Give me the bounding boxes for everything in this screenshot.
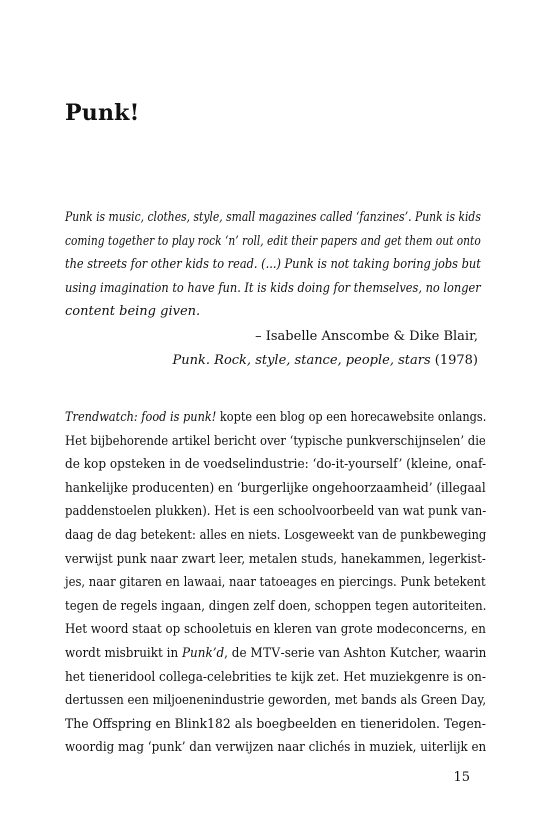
body-line: Trendwatch: food is punk! kopte een blog op een horecawebsite onlangs.	[65, 410, 487, 425]
body-line: Het bijbehorende artikel bericht over ‘typische punkverschijnselen’ die	[65, 433, 486, 449]
chapter-title: Punk!	[65, 100, 140, 126]
body-line: het tieneridool collega-celebrities te kijk zet. Het muziekgenre is on-	[65, 669, 487, 685]
body-line: hankelijke producenten) en ‘burgerlijke ongehoorzaamheid’ (illegaal	[65, 480, 486, 496]
body-line: de kop opsteken in de voedselindustrie: ‘do-it-yourself’ (kleine, onaf-	[65, 457, 487, 473]
epigraph-attribution	[173, 325, 478, 373]
body-line: Het woord staat op schooletuis en kleren van grote modeconcerns, en	[65, 622, 486, 638]
source-year: (1978)	[430, 353, 478, 368]
body-line: tegen de regels ingaan, dingen zelf doen, schoppen tegen autoriteiten.	[65, 598, 487, 614]
show-title: Punk’d	[181, 645, 225, 661]
body-line: jes, naar gitaren en lawaai, naar tatoeages en piercings. Punk betekent	[65, 575, 486, 591]
body-line: verwijst punk naar zwart leer, metalen studs, hanekammen, legerkist-	[65, 551, 486, 567]
mtv-small-caps: MTV	[250, 645, 281, 661]
epigraph-line: Punk is music, clothes, style, small magazines called ‘fanzines’. Punk is kids	[65, 210, 481, 225]
epigraph-quote	[65, 206, 481, 324]
epigraph-line: content being given.	[65, 304, 201, 320]
body-paragraph	[65, 406, 486, 760]
body-line: paddenstoelen plukken). Het is een schoolvoorbeeld van wat punk van-	[65, 504, 487, 520]
page-number: 15	[453, 770, 470, 785]
attribution-source	[173, 349, 478, 373]
body-line: wordt misbruikt in Punk’d, de MTV-serie van Ashton Kutcher, waarin	[65, 645, 487, 661]
body-line: woordig mag ‘punk’ dan verwijzen naar clichés in muziek, uiterlijk en	[65, 740, 487, 756]
attribution-author: – Isabelle Anscombe & Dike Blair,	[255, 329, 478, 344]
blog-title: Trendwatch: food is punk!	[65, 410, 217, 425]
epigraph-line: the streets for other kids to read. (...) Punk is not taking boring jobs but	[65, 257, 481, 273]
epigraph-line: using imagination to have fun. It is kids doing for themselves, no longer	[65, 280, 481, 296]
body-line: dertussen een miljoenenindustrie geworden, met bands als Green Day,	[65, 693, 487, 709]
epigraph-line: coming together to play rock ‘n’ roll, edit their papers and get them out onto	[65, 233, 481, 249]
source-title: Punk. Rock, style, stance, people, stars	[172, 353, 431, 368]
body-line: The Offspring en Blink182 als boegbeelden en tieneridolen. Tegen-	[65, 716, 486, 732]
body-line: daag de dag betekent: alles en niets. Losgeweekt van de punkbeweging	[65, 527, 487, 543]
